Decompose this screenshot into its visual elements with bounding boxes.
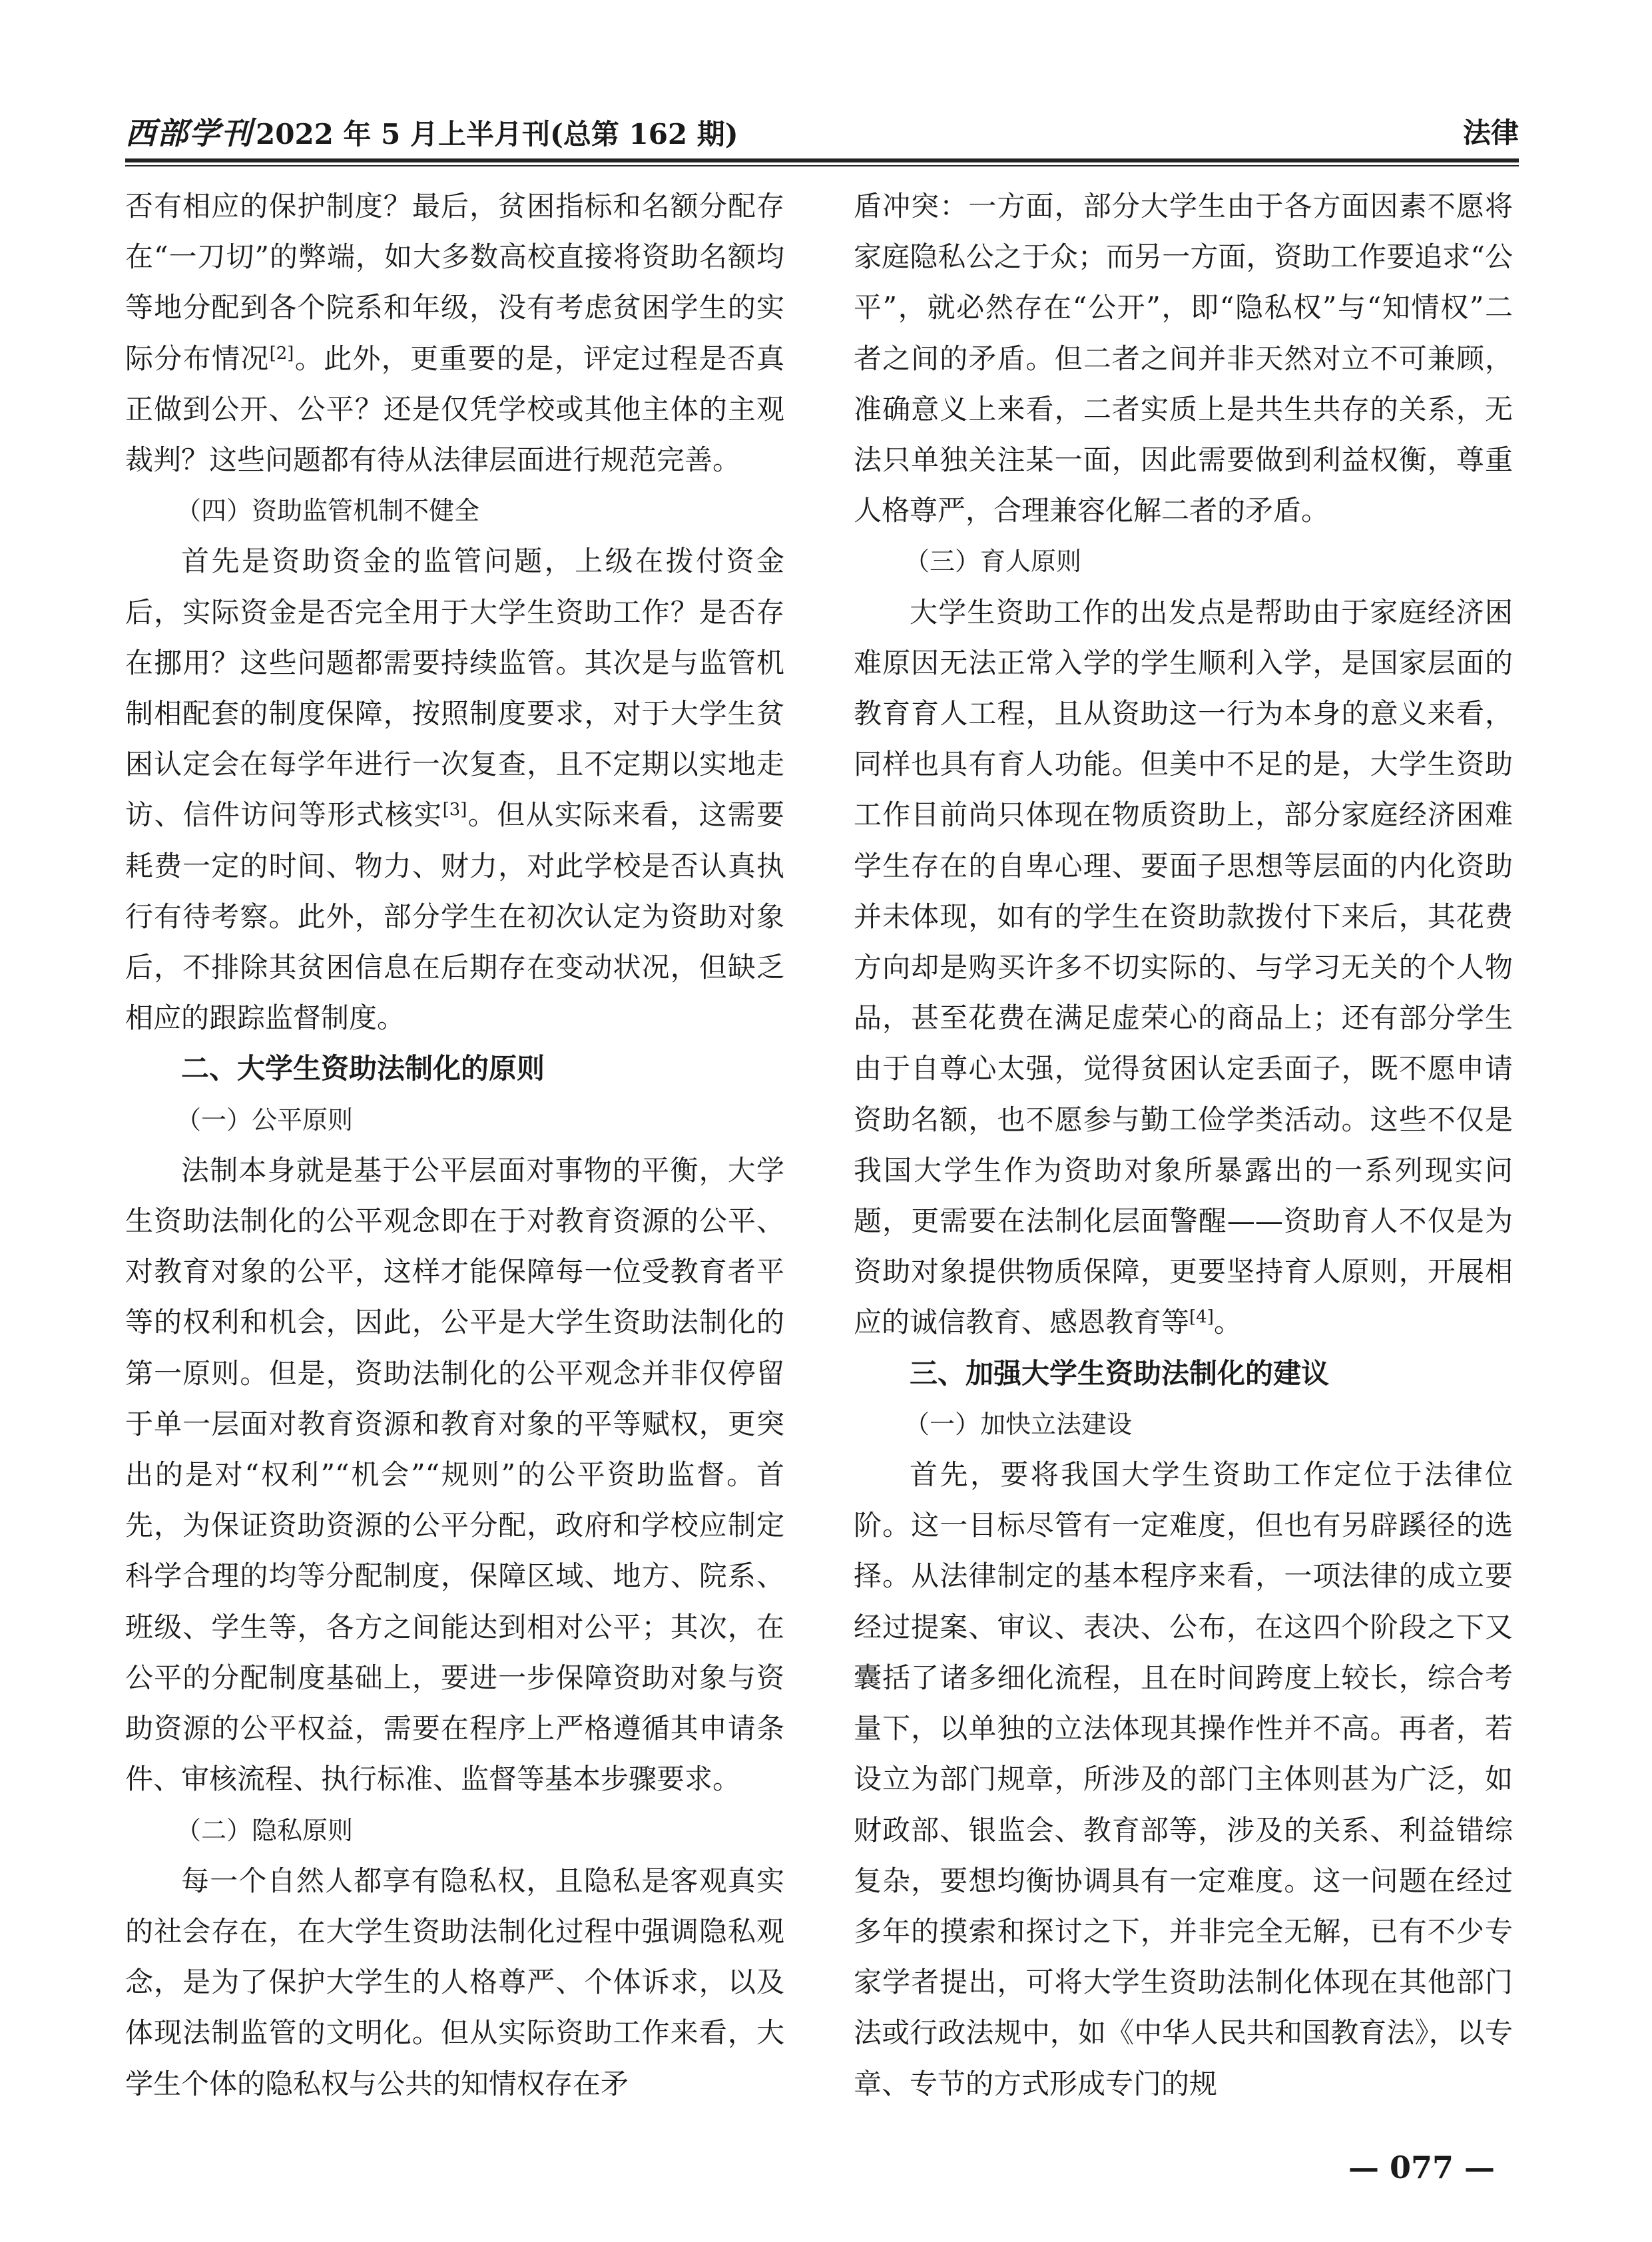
paragraph: 每一个自然人都享有隐私权，且隐私是客观真实的社会存在，在大学生资助法制化过程中强调隐私观念，是为了保护大学生的人格尊严、个体诉求，以及体现法制监管的文明化。但从实际资助工作来看，大学生个体的隐私权与公共的知情权存在矛 [125, 1864, 784, 2100]
paragraph-text: 大学生资助工作的出发点是帮助由于家庭经济困难原因无法正常入学的学生顺利入学，是国家层面的教育育人工程，且从资助这一行为本身的意义来看，同样也具有育人功能。但美中不足的是，大学生资助工作目前尚只体现在物质资助上，部分家庭经济困难学生存在的自卑心理、要面子思想等层面的内化资助并未体现，如有的学生在资助款拨付下来后，其花费方向却是购买许多不切实际的、与学习无关的个人物品，甚至花费在满足虚荣心的商品上；还有部分学生由于自尊心太强，觉得贫困认定丢面子，既不愿申请资助名额，也不愿参与勤工俭学类活动。这些不仅是我国大学生作为资助对象所暴露出的一系列现实问题，更需要在法制化层面警醒——资助育人不仅是为资助对象提供物质保障，更要坚持育人原则，开展相应的诚信教育、感恩教育等 [854, 595, 1513, 1339]
journal-logo: 西部学刊 [125, 115, 253, 151]
subsection-heading: （一）加快立法建设 [904, 1409, 1133, 1439]
paragraph-text: 首先是资助资金的监管问题，上级在拨付资金后，实际资金是否完全用于大学生资助工作？是否存在挪用？这些问题都需要持续监管。其次是与监管机制相配套的制度保障，按照制度要求，对于大学生贫困认定会在每学年进行一次复查，且不定期以实地走访、信件访问等形式核实 [125, 545, 784, 832]
header-rule-thick [125, 158, 1519, 162]
section-label: 法律 [1462, 117, 1519, 149]
right-column [854, 181, 1513, 2165]
paragraph [125, 181, 784, 485]
subsection-heading: （三）育人原则 [904, 547, 1082, 577]
paragraph: 首先，要将我国大学生资助工作定位于法律位阶。这一目标尽管有一定难度，但也有另辟蹊径的选择。从法律制定的基本程序来看，一项法律的成立要经过提案、审议、表决、公布，在这四个阶段之下又囊括了诸多细化流程，且在时间跨度上较长，综合考量下，以单独的立法体现其操作性并不高。再者，若设立为部门规章，所涉及的部门主体则甚为广泛，如财政部、银监会、教育部等，涉及的关系、利益错综复杂，要想均衡协调具有一定难度。这一问题在经过多年的摸索和探讨之下，并非完全无解，已有不少专家学者提出，可将大学生资助法制化体现在其他部门法或行政法规中，如《中华人民共和国教育法》，以专章、专节的方式形成专门的规 [854, 1458, 1513, 2100]
section-heading: 二、大学生资助法制化的原则 [181, 1052, 545, 1085]
paragraph: 盾冲突：一方面，部分大学生由于各方面因素不愿将家庭隐私公之于众；而另一方面，资助工作要追求“公平”，就必然存在“公开”，即“隐私权”与“知情权”二者之间的矛盾。但二者之间并非天然对立不可兼顾，准确意义上来看，二者实质上是共生共存的关系，无法只单独关注某一面，因此需要做到利益权衡，尊重人格尊严，合理兼容化解二者的矛盾。 [854, 190, 1513, 527]
page-header [125, 110, 1519, 156]
paragraph [854, 587, 1513, 1348]
citation-ref: [4] [1189, 1307, 1214, 1328]
citation-ref: [3] [442, 800, 467, 820]
paragraph-text: 。此外，更重要的是，评定过程是否真正做到公开、公平？还是仅凭学校或其他主体的主观裁判？这些问题都有待从法律层面进行规范完善。 [125, 342, 784, 477]
header-rule-thin [125, 165, 1519, 166]
subsection-heading: （二）隐私原则 [176, 1815, 354, 1845]
left-column [125, 181, 784, 2165]
journal-title [125, 114, 738, 154]
paragraph [125, 536, 784, 1043]
citation-ref: [2] [269, 343, 294, 364]
paragraph-text: 否有相应的保护制度？最后，贫困指标和名额分配存在“一刀切”的弊端，如大多数高校直接将资助名额均等地分配到各个院系和年级，没有考虑贫困学生的实际分布情况 [125, 190, 784, 375]
paragraph: 法制本身就是基于公平层面对事物的平衡，大学生资助法制化的公平观念即在于对教育资源的公平、对教育对象的公平，这样才能保障每一位受教育者平等的权利和机会，因此，公平是大学生资助法制化的第一原则。但是，资助法制化的公平观念并非仅停留于单一层面对教育资源和教育对象的平等赋权，更突出的是对“权利”“机会”“规则”的公平资助监督。首先，为保证资助资源的公平分配，政府和学校应制定科学合理的均等分配制度，保障区域、地方、院系、班级、学生等，各方之间能达到相对公平；其次，在公平的分配制度基础上，要进一步保障资助对象与资助资源的公平权益，需要在程序上严格遵循其申请条件、审核流程、执行标准、监督等基本步骤要求。 [125, 1153, 784, 1796]
paragraph-text: 。 [1213, 1306, 1242, 1339]
section-heading: 三、加强大学生资助法制化的建议 [910, 1356, 1330, 1390]
paragraph-text: 。但从实际来看，这需要耗费一定的时间、物力、财力，对此学校是否认真执行有待考察。此外，部分学生在初次认定为资助对象后，不排除其贫困信息在后期存在变动状况，但缺乏相应的跟踪监督制度。 [125, 798, 784, 1035]
page-number: — 077 — [1348, 2149, 1496, 2185]
subsection-heading: （四）资助监管机制不健全 [176, 496, 480, 526]
issue-info: 2022 年 5 月上半月刊(总第 162 期) [256, 118, 738, 150]
subsection-heading: （一）公平原则 [176, 1105, 354, 1135]
